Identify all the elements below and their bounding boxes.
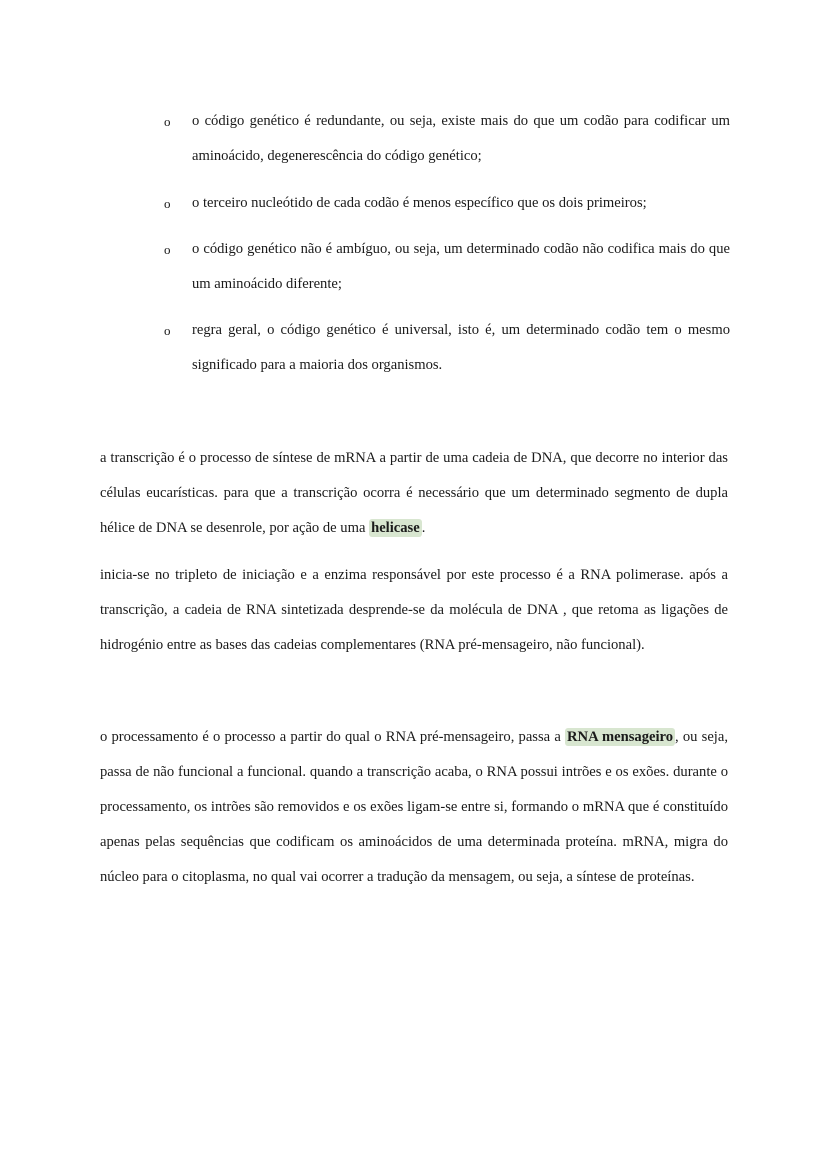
list-item-text: regra geral, o código genético é universal, isto é, um determinado codão tem o mesmo significado para a maioria dos organismos. (192, 322, 730, 373)
highlighted-term-rna-mensageiro: RNA mensageiro (566, 729, 674, 745)
list-item (164, 186, 730, 221)
paragraph-text: , ou seja, passa de não funcional a funcional. quando a transcrição acaba, o RNA possui intrões e os exões. durante o processamento, os intrões são removidos e os exões ligam-se entre si, formando o mRNA que é constituído apenas pelas sequências que codificam os aminoácidos de uma determinada proteína. mRNA, migra do núcleo para o citoplasma, no qual vai ocorrer a tradução da mensagem, ou seja, a síntese de proteínas. (100, 729, 728, 885)
bullet-marker: o (164, 114, 171, 129)
paragraph-text: a transcrição é o processo de síntese de mRNA a partir de uma cadeia de DNA, que decorre no interior das células eucarísticas. para que a transcrição ocorra é necessário que um determinado segmento de dupla hélice de DNA se desenrole, por ação de uma (100, 450, 728, 536)
paragraph-text: o processamento é o processo a partir do qual o RNA pré-mensageiro, passa a (100, 729, 565, 745)
processing-paragraph (100, 720, 728, 895)
list-item-text: o código genético não é ambíguo, ou seja, um determinado codão não codifica mais do que um aminoácido diferente; (192, 241, 730, 292)
list-item-text: o terceiro nucleótido de cada codão é menos específico que os dois primeiros; (192, 195, 647, 211)
bullet-marker: o (164, 242, 171, 257)
list-item (164, 313, 730, 383)
bullet-marker: o (164, 323, 171, 338)
transcription-process-paragraph (100, 558, 728, 663)
list-item-text: o código genético é redundante, ou seja, existe mais do que um codão para codificar um aminoácido, degenerescência do código genético; (192, 113, 730, 164)
list-item (164, 104, 730, 174)
genetic-code-properties-list (164, 104, 730, 395)
paragraph-text: . (421, 520, 426, 536)
transcription-paragraph (100, 441, 728, 546)
bullet-marker: o (164, 196, 171, 211)
highlighted-term-helicase: helicase (371, 520, 420, 536)
paragraph-text: inicia-se no tripleto de iniciação e a enzima responsável por este processo é a RNA polimerase. após a transcrição, a cadeia de RNA sintetizada desprende-se da molécula de DNA , que retoma as ligações de hidrogénio entre as bases das cadeias complementares (RNA pré-mensageiro, não funcional). (100, 567, 728, 653)
list-item (164, 232, 730, 302)
